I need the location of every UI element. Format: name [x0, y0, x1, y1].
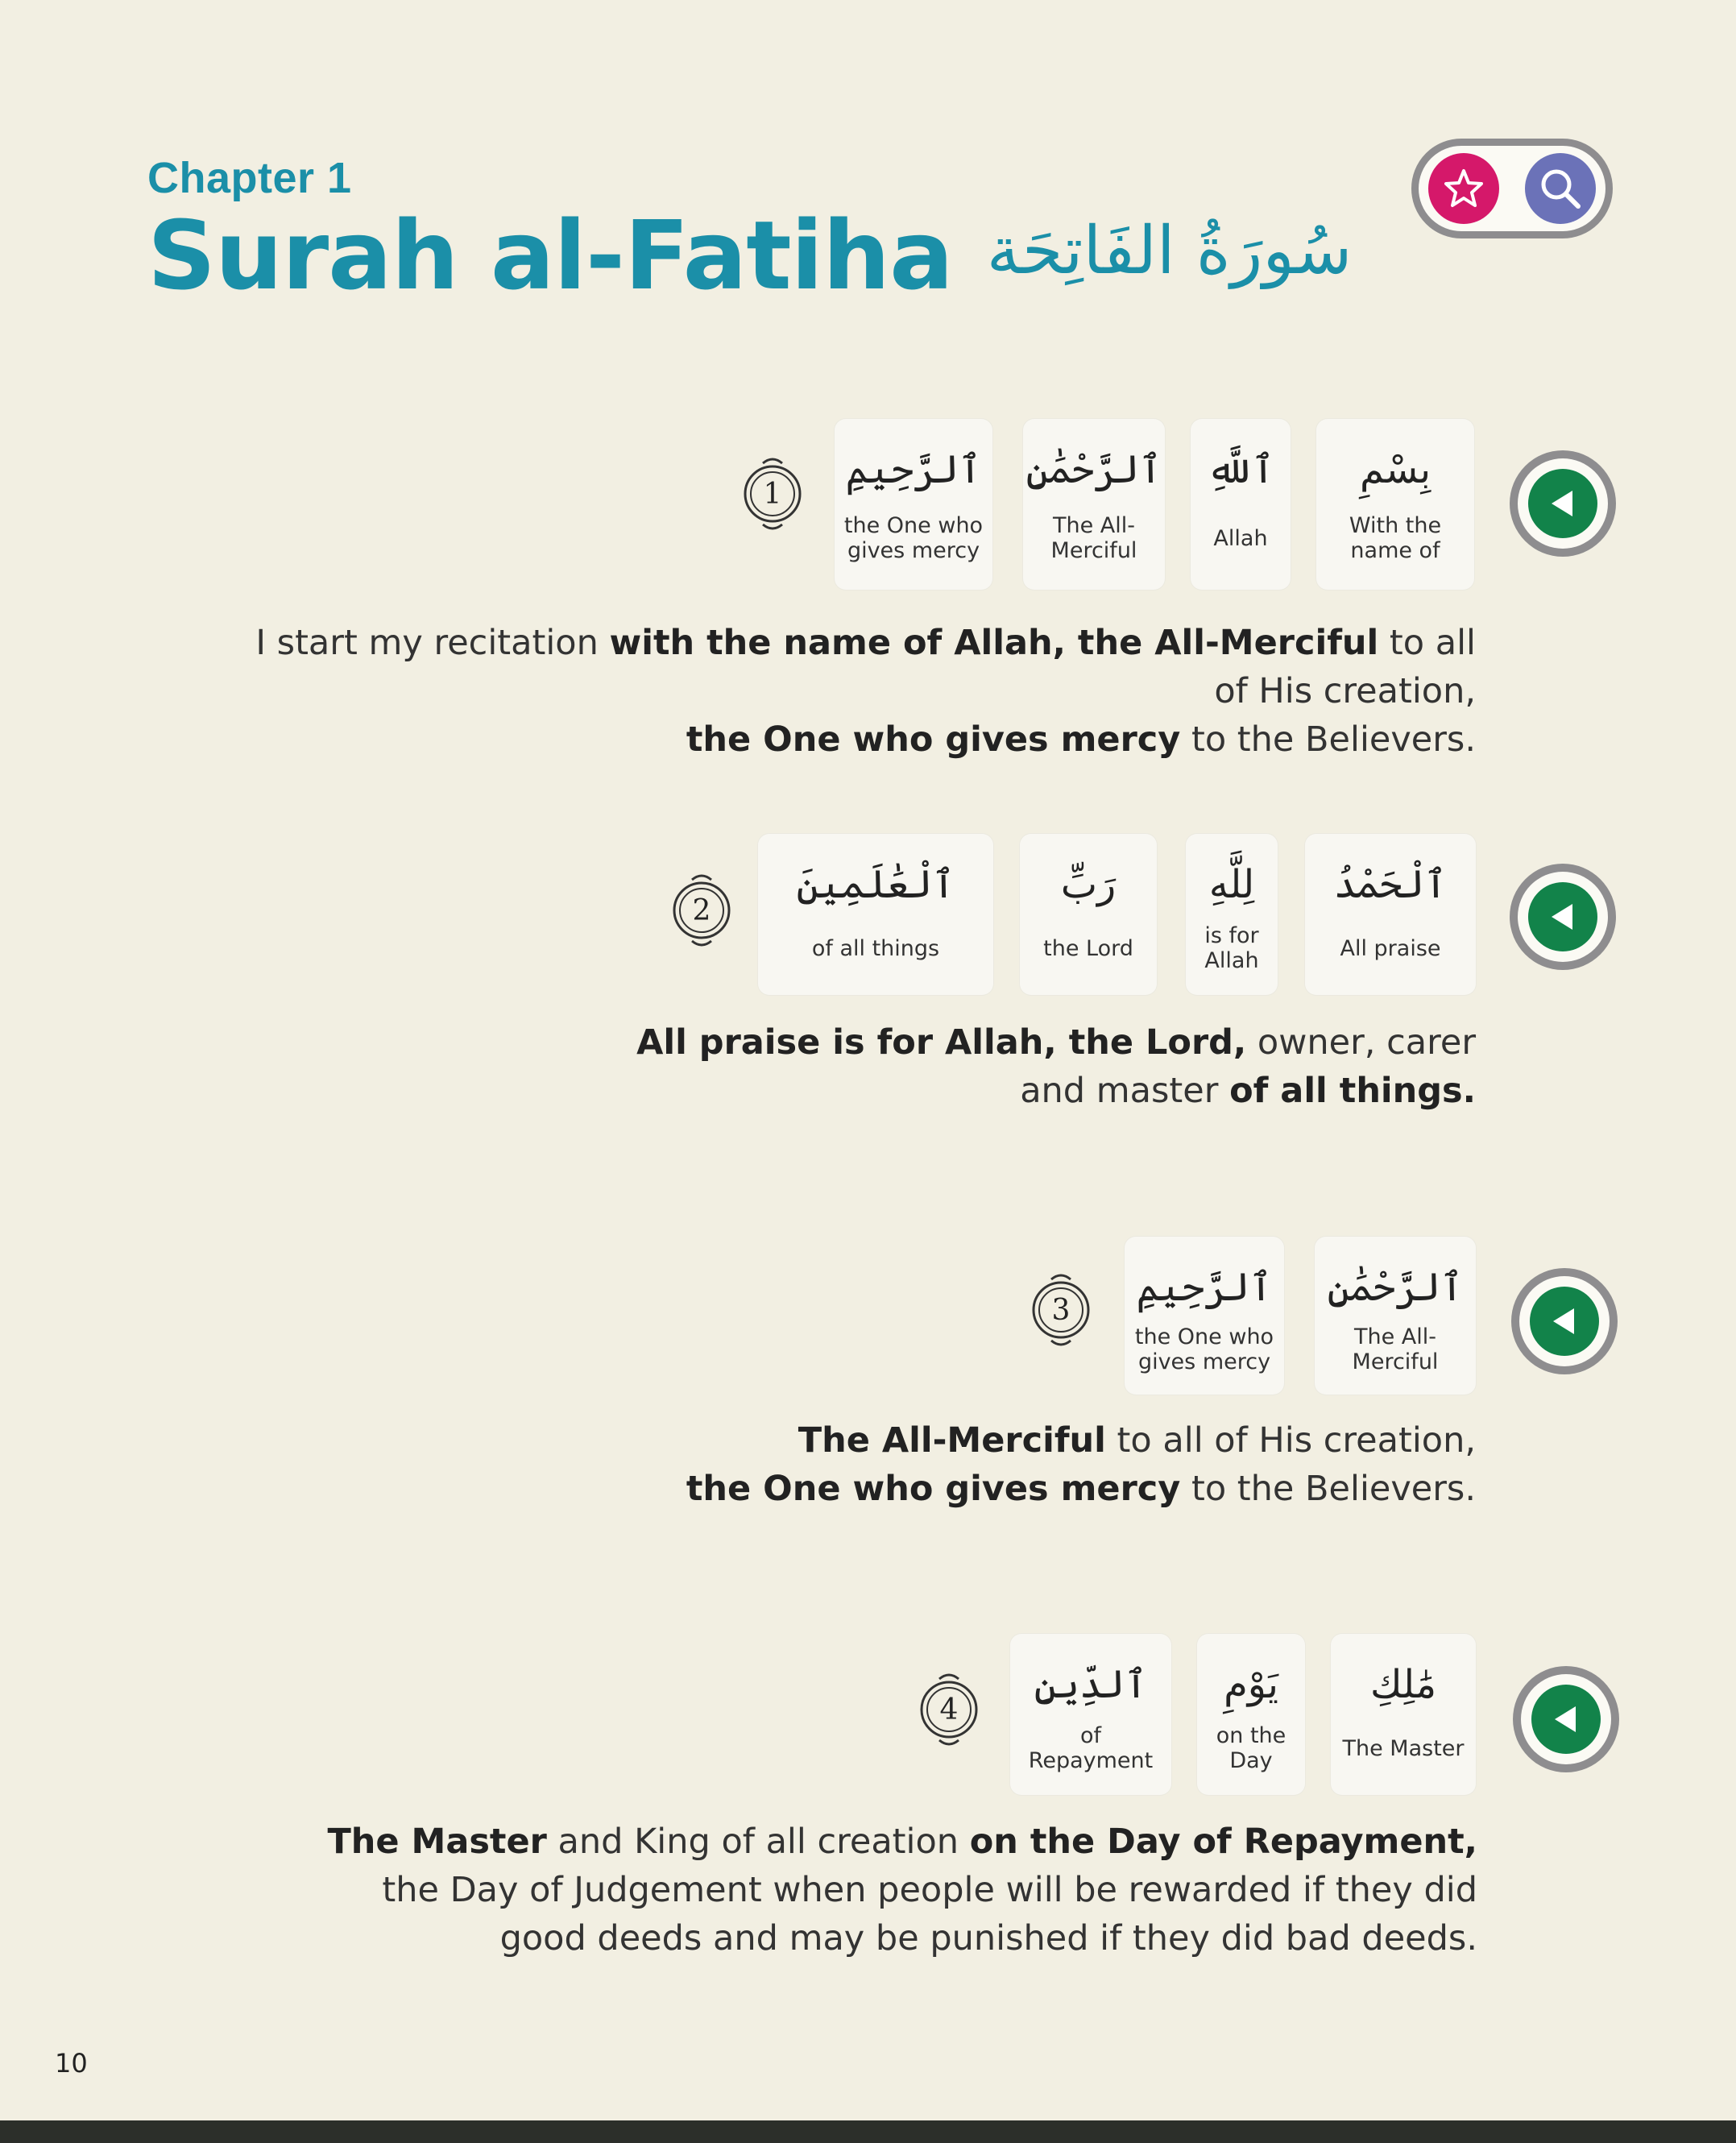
- verse-number: 3: [1051, 1293, 1071, 1327]
- play-icon: [1545, 486, 1581, 521]
- word-arabic: ٱلرَّحِيمِ: [1136, 1265, 1273, 1310]
- top-controls: [1411, 139, 1613, 238]
- word-arabic: يَوْمِ: [1224, 1662, 1278, 1707]
- word-arabic: بِسْمِ: [1359, 447, 1431, 492]
- word-english: the Lord: [1043, 935, 1133, 961]
- word-arabic: مَٰلِكِ: [1369, 1662, 1437, 1707]
- play-button[interactable]: [1510, 450, 1616, 557]
- word-arabic: ٱلدِّينِ: [1034, 1662, 1148, 1707]
- word-english: on the Day: [1216, 1723, 1286, 1773]
- word-card[interactable]: [1331, 1634, 1476, 1795]
- play-button[interactable]: [1511, 1268, 1618, 1374]
- word-english: is for Allah: [1204, 923, 1259, 973]
- play-button[interactable]: [1513, 1666, 1619, 1772]
- verse-number-marker: [917, 1669, 981, 1750]
- word-english: the One who gives mercy: [1134, 1324, 1274, 1374]
- word-arabic: ٱلْعَٰلَمِينَ: [796, 862, 955, 907]
- word-english: The All-Merciful: [1352, 1324, 1439, 1374]
- verse-number-marker: [669, 870, 734, 951]
- word-card[interactable]: [1315, 1237, 1476, 1395]
- word-card[interactable]: [1186, 834, 1278, 995]
- verse-translation: All praise is for Allah, the Lord, owner, carer and master of all things.: [636, 1022, 1476, 1111]
- verse-translation: The Master and King of all creation on the Day of Repayment, the Day of Judgement when people will be rewarded if they did good deeds and may be punished if they did bad deeds.: [327, 1822, 1477, 1959]
- play-icon: [1545, 899, 1581, 935]
- star-icon: [1441, 166, 1486, 211]
- word-arabic: ٱلرَّحِيمِ: [845, 447, 982, 492]
- word-english: of Repayment: [1028, 1723, 1154, 1773]
- word-arabic: ٱللَّهِ: [1206, 447, 1275, 492]
- play-button[interactable]: [1510, 864, 1616, 970]
- page-edge: [0, 2120, 1736, 2143]
- verse-number-marker: [740, 454, 805, 534]
- word-card[interactable]: [1316, 419, 1474, 590]
- search-icon: [1536, 164, 1585, 213]
- search-button[interactable]: [1525, 153, 1596, 224]
- page-header: [147, 153, 1353, 311]
- word-arabic: ٱلرَّحْمَٰنِ: [1025, 447, 1162, 492]
- word-english: the One who gives mercy: [843, 513, 984, 563]
- word-english: The All-Merciful: [1050, 513, 1137, 563]
- word-card[interactable]: [1191, 419, 1291, 590]
- word-card[interactable]: [1023, 419, 1165, 590]
- word-card[interactable]: [758, 834, 993, 995]
- word-english: Allah: [1213, 525, 1268, 551]
- verse-number-marker: [1029, 1270, 1093, 1350]
- word-english: With the name of: [1349, 513, 1442, 563]
- title-row: [147, 200, 1353, 311]
- word-english: All praise: [1340, 935, 1441, 961]
- word-card[interactable]: [1125, 1237, 1284, 1395]
- verse-number: 4: [939, 1693, 959, 1726]
- word-card[interactable]: [1305, 834, 1476, 995]
- page-number: 10: [55, 2048, 88, 2079]
- word-card[interactable]: [1010, 1634, 1171, 1795]
- favorite-button[interactable]: [1428, 153, 1499, 224]
- word-english: The Master: [1342, 1735, 1465, 1761]
- play-icon: [1547, 1304, 1582, 1339]
- word-arabic: رَبِّ: [1060, 862, 1117, 907]
- word-card[interactable]: [1197, 1634, 1305, 1795]
- word-card[interactable]: [835, 419, 992, 590]
- word-english: of all things: [811, 935, 940, 961]
- verse-translation: I start my recitation with the name of Allah, the All-Merciful to all of His creation, the One who gives mercy to the Believers.: [255, 623, 1476, 760]
- chapter-label: Chapter 1: [147, 154, 352, 202]
- word-arabic: لِلَّهِ: [1208, 862, 1255, 907]
- page-title: Surah al-Fatiha: [147, 200, 953, 311]
- page-title-arabic: سُورَةُ الفَاتِحَة: [986, 212, 1353, 289]
- play-icon: [1548, 1702, 1584, 1737]
- verse-translation: The All-Merciful to all of His creation, the One who gives mercy to the Believers.: [686, 1420, 1476, 1509]
- word-arabic: ٱلرَّحْمَٰنِ: [1327, 1265, 1464, 1310]
- word-card[interactable]: [1020, 834, 1157, 995]
- verse-number: 2: [692, 893, 711, 927]
- word-arabic: ٱلْحَمْدُ: [1333, 862, 1448, 907]
- verse-number: 1: [763, 477, 782, 511]
